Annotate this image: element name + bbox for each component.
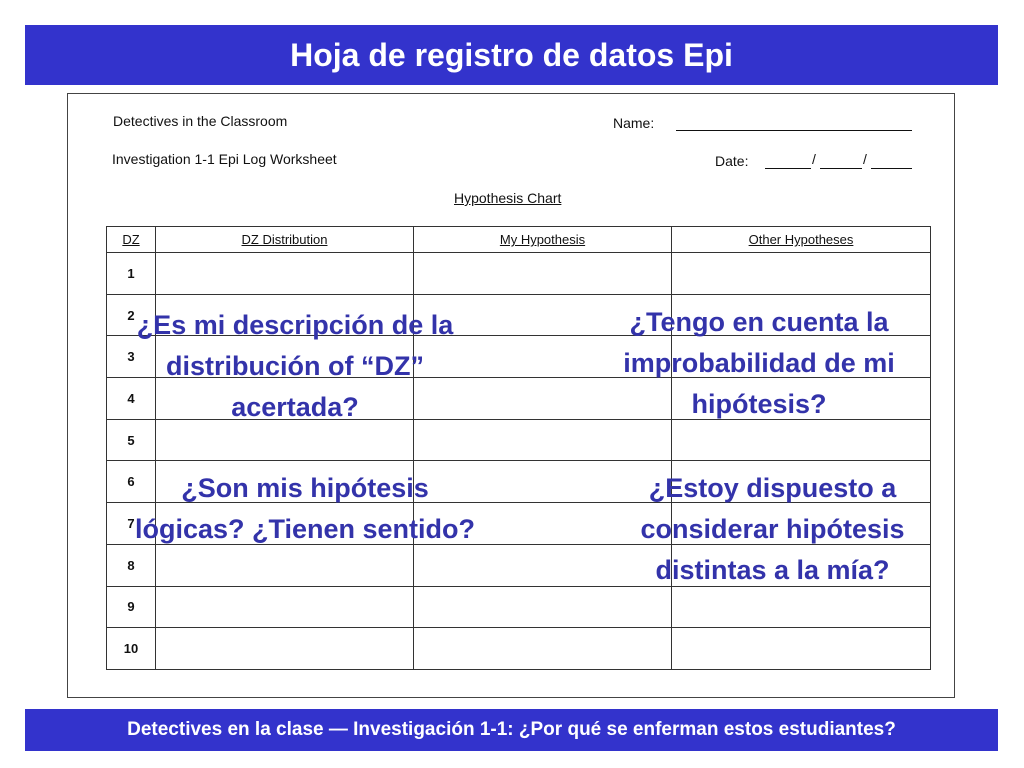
slide-footer: Detectives en la clase — Investigación 1-1: ¿Por qué se enferman estos estudiantes? [25, 709, 998, 751]
question-line: distintas a la mía? [655, 555, 890, 585]
question-openness [560, 468, 985, 591]
hypothesis-chart-table [106, 226, 931, 670]
question-line: hipótesis? [691, 389, 827, 419]
slide-title: Hoja de registro de datos Epi [25, 25, 998, 85]
column-header-my-hypothesis: My Hypothesis [414, 227, 672, 253]
other-hypotheses-cell [672, 419, 931, 461]
dz-distribution-cell [156, 253, 414, 295]
row-number: 7 [107, 503, 156, 545]
hypothesis-chart-title: Hypothesis Chart [454, 190, 562, 206]
other-hypotheses-cell [672, 253, 931, 295]
question-description-accuracy [70, 305, 520, 428]
table-row [107, 253, 931, 295]
row-number: 4 [107, 378, 156, 420]
question-line: acertada? [231, 392, 359, 422]
question-line: distribución of “DZ” [166, 351, 424, 381]
name-blank-line [676, 130, 912, 131]
my-hypothesis-cell [414, 586, 672, 628]
other-hypotheses-cell [672, 586, 931, 628]
table-row [107, 628, 931, 670]
other-hypotheses-cell [672, 628, 931, 670]
row-number: 5 [107, 419, 156, 461]
date-blank-year [871, 168, 912, 169]
date-blank-day [820, 168, 862, 169]
date-label: Date: [715, 153, 749, 169]
table-row [107, 586, 931, 628]
row-number: 8 [107, 544, 156, 586]
question-line: ¿Estoy dispuesto a [648, 473, 897, 503]
my-hypothesis-cell [414, 253, 672, 295]
column-header-dz-distribution: DZ Distribution [156, 227, 414, 253]
question-line: ¿Es mi descripción de la [136, 310, 454, 340]
row-number: 6 [107, 461, 156, 503]
row-number: 1 [107, 253, 156, 295]
row-number: 10 [107, 628, 156, 670]
date-separator: / [812, 151, 816, 167]
column-header-other-hypotheses: Other Hypotheses [672, 227, 931, 253]
table-header-row [107, 227, 931, 253]
name-label: Name: [613, 115, 655, 131]
question-logic [60, 468, 550, 550]
question-line: lógicas? ¿Tienen sentido? [134, 514, 476, 544]
dz-distribution-cell [156, 628, 414, 670]
dz-distribution-cell [156, 544, 414, 586]
date-blank-month [765, 168, 811, 169]
row-number: 9 [107, 586, 156, 628]
question-line: ¿Son mis hipótesis [181, 473, 429, 503]
my-hypothesis-cell [414, 628, 672, 670]
row-number: 3 [107, 336, 156, 378]
question-line: improbabilidad de mi [623, 348, 895, 378]
dz-distribution-cell [156, 586, 414, 628]
date-separator: / [863, 151, 867, 167]
column-header-dz: DZ [107, 227, 156, 253]
row-number: 2 [107, 294, 156, 336]
worksheet-investigation-label: Investigation 1-1 Epi Log Worksheet [112, 151, 337, 167]
question-line: considerar hipótesis [640, 514, 905, 544]
worksheet-course-label: Detectives in the Classroom [113, 113, 288, 129]
question-line: ¿Tengo en cuenta la [629, 307, 889, 337]
question-improbability [548, 302, 970, 425]
